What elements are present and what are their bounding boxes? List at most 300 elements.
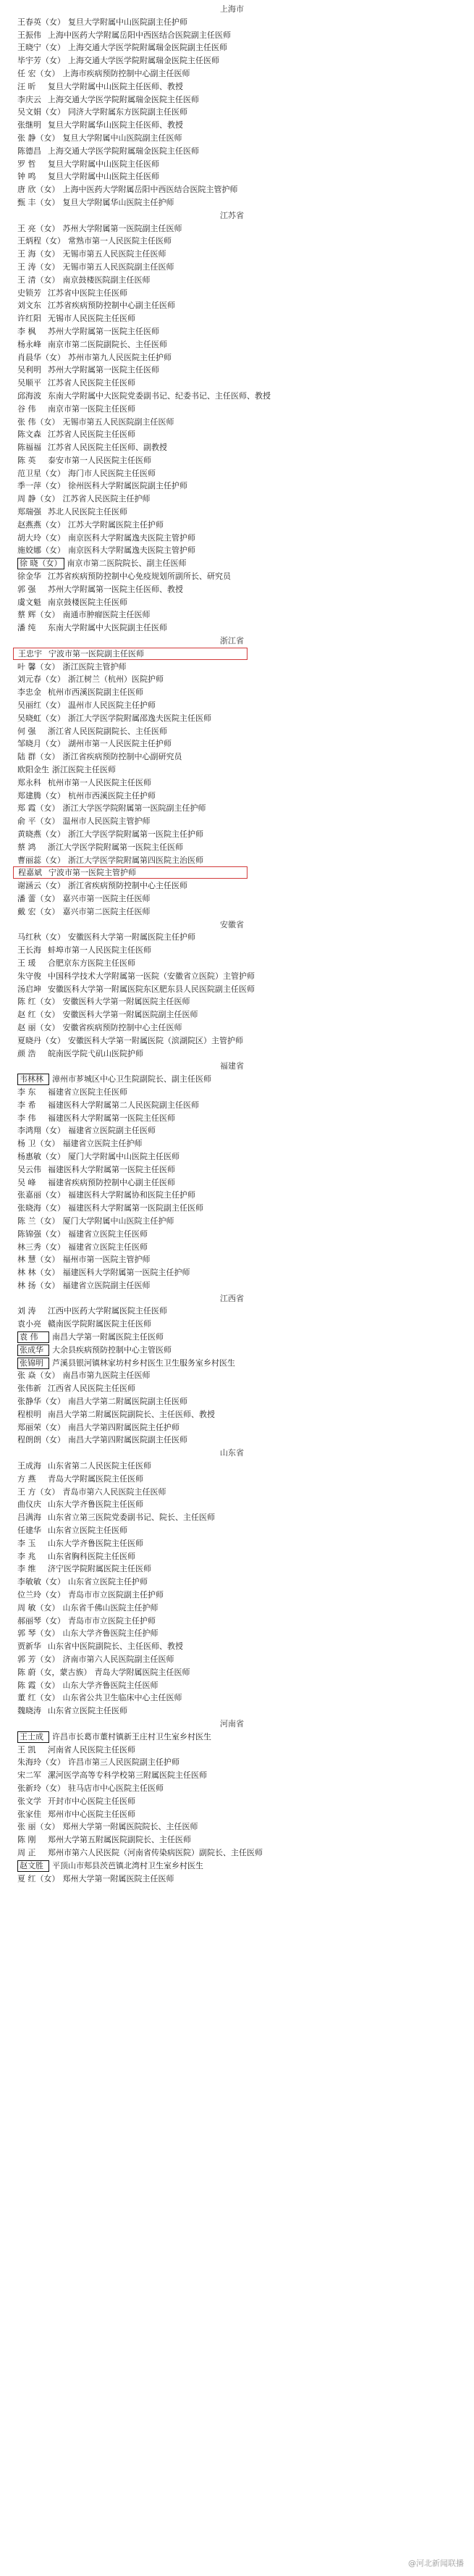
- person-name: 杨惠敏（女）: [17, 1151, 65, 1161]
- list-item: [17, 1369, 474, 1382]
- person-name: 李 玉: [17, 1538, 36, 1548]
- person-affiliation: 上海中医药大学附属岳阳中西医结合医院主管护师: [62, 185, 238, 195]
- person-name: 郑瑞强: [17, 507, 41, 517]
- person-affiliation: 许昌市第三人民医院副主任护师: [68, 1757, 179, 1768]
- person-affiliation: 苏州大学附属第一医院主任医师、教授: [48, 584, 183, 594]
- list-item: [17, 454, 474, 467]
- list-item: [17, 1073, 474, 1086]
- person-affiliation: 温州市人民医院主任护师: [68, 701, 156, 711]
- person-affiliation: 复旦大学附属中山医院副主任护师: [68, 17, 187, 27]
- list-item: [17, 1331, 474, 1344]
- list-item: [17, 737, 474, 750]
- province-heading: 安徽省: [220, 919, 244, 929]
- person-affiliation: 嘉兴市第一医院主任医师: [62, 893, 151, 903]
- person-name: 袁小亮: [17, 1319, 41, 1329]
- person-affiliation: 上海交通大学医学院附属瑞金医院主任医师: [68, 56, 219, 66]
- person-name: 叶 馨（女）: [17, 661, 60, 672]
- person-name: 位兰玲（女）: [17, 1590, 65, 1600]
- person-name: 王 涛（女）: [17, 262, 60, 272]
- person-affiliation: 常熟市第一人民医院主任医师: [68, 236, 172, 246]
- list-item: [17, 467, 474, 480]
- list-item: [17, 1666, 474, 1679]
- person-name: 李 希: [17, 1100, 36, 1110]
- list-item: [17, 145, 474, 158]
- person-name: 方 燕: [17, 1473, 36, 1484]
- person-affiliation: 福建医科大学附属第一医院副主任医师: [68, 1203, 203, 1213]
- person-name: 刘 涛: [17, 1306, 36, 1316]
- person-affiliation: 苏州大学附属第一医院副主任医师: [62, 223, 182, 233]
- person-name: 吴文娟（女）: [17, 107, 65, 117]
- list-item: [17, 1731, 474, 1744]
- person-affiliation: 南京鼓楼医院主任医师: [48, 597, 127, 607]
- list-item: [17, 1408, 474, 1421]
- person-affiliation: 浙江树兰（杭州）医院护师: [68, 674, 164, 685]
- person-affiliation: 湖州市第一人民医院主任护师: [68, 739, 172, 749]
- list-item: [17, 725, 474, 738]
- person-name: 陈 刚: [17, 1835, 36, 1845]
- person-affiliation: 无锡市第五人民医院副主任医师: [62, 262, 174, 272]
- person-name: 张文学: [17, 1796, 41, 1806]
- person-affiliation: 上海交通大学医学院附属瑞金医院主任医师: [48, 146, 199, 156]
- province-heading: 福建省: [220, 1061, 244, 1071]
- person-affiliation: 杭州市第一人民医院主任医师: [48, 777, 151, 787]
- person-name: 徐 晓（女）: [17, 558, 64, 569]
- person-affiliation: 浙江省人民医院副院长、主任医师: [48, 726, 167, 736]
- person-name: 朱守俊: [17, 971, 41, 981]
- person-affiliation: 南昌大学第四附属医院主任护师: [68, 1422, 179, 1432]
- person-name: 张伟新: [17, 1384, 41, 1394]
- list-item: [17, 1150, 474, 1163]
- list-item: [17, 648, 474, 661]
- person-affiliation: 江苏省疾病预防控制中心副主任医师: [48, 301, 175, 311]
- list-item: [17, 67, 474, 80]
- person-name: 张锦明: [17, 1358, 49, 1369]
- person-name: 王长海: [17, 945, 41, 955]
- list-item: [17, 944, 474, 957]
- list-item: [17, 1563, 474, 1576]
- person-affiliation: 同济大学附属东方医院副主任医师: [68, 107, 187, 117]
- list-item: [17, 802, 474, 815]
- person-name: 汤启坤: [17, 984, 41, 994]
- person-affiliation: 山东省公共卫生临床中心主任医师: [62, 1693, 182, 1703]
- person-name: 史锁芳: [17, 288, 41, 298]
- person-name: 李 兆: [17, 1551, 36, 1561]
- person-name: 谷 伟: [17, 403, 36, 414]
- person-name: 潘 纯: [17, 623, 36, 633]
- person-name: 周 静（女）: [17, 494, 60, 504]
- list-item: [17, 1124, 474, 1137]
- person-affiliation: 福建省立医院主任护师: [62, 1139, 143, 1149]
- list-item: [17, 80, 474, 93]
- list-item: [17, 158, 474, 171]
- list-item: [17, 119, 474, 132]
- list-item: [17, 1782, 474, 1795]
- list-item: [17, 287, 474, 300]
- list-item: [17, 957, 474, 970]
- list-item: [17, 364, 474, 377]
- list-item: [17, 1473, 474, 1486]
- person-name: 王炳程（女）: [17, 236, 65, 246]
- person-name: 王 方（女）: [17, 1486, 60, 1497]
- person-name: 李 枫: [17, 326, 36, 336]
- person-affiliation: 许昌市长葛市董村镇新王庄村卫生室乡村医生: [52, 1731, 211, 1741]
- person-name: 吴顺平: [17, 378, 41, 388]
- list-item: [17, 750, 474, 764]
- person-name: 杨永峰: [17, 339, 41, 349]
- person-affiliation: 江西中医药大学附属医院主任医师: [48, 1306, 167, 1316]
- person-name: 任 宏（女）: [17, 68, 60, 78]
- person-affiliation: 福建省立医院主任医师: [48, 1087, 127, 1097]
- person-name: 贾新华: [17, 1642, 41, 1652]
- person-affiliation: 郑州市中心医院主任医师: [48, 1809, 135, 1819]
- person-affiliation: 苏州大学附属第一医院主任医师: [48, 365, 159, 375]
- person-affiliation: 福建医科大学附属第一医院主任医师: [48, 1113, 175, 1123]
- person-name: 张 焱（女）: [17, 1371, 60, 1381]
- list-item: [17, 1008, 474, 1021]
- list-item: [17, 1318, 474, 1331]
- person-affiliation: 苏州市第九人民医院主任护师: [68, 352, 172, 362]
- person-affiliation: 复旦大学附属华山医院主任护师: [62, 197, 174, 207]
- person-name: 李庆云: [17, 94, 41, 104]
- person-name: 谢涵云（女）: [17, 881, 65, 891]
- person-name: 吕满海: [17, 1513, 41, 1523]
- person-name: 林 林（女）: [17, 1268, 60, 1278]
- list-item: [17, 1034, 474, 1047]
- person-name: 张家佳: [17, 1809, 41, 1819]
- person-name: 潘 蕾（女）: [17, 893, 60, 903]
- person-name: 邹晓月（女）: [17, 739, 65, 749]
- person-affiliation: 山东省千佛山医院主任护师: [62, 1602, 158, 1613]
- person-name: 邱海波: [17, 390, 41, 401]
- person-name: 曹丽蕊（女）: [17, 855, 65, 865]
- person-affiliation: 山东大学齐鲁医院主任护师: [62, 1628, 158, 1639]
- list-item: [17, 248, 474, 261]
- person-affiliation: 海门市人民医院主任医师: [68, 468, 156, 478]
- list-item: [17, 995, 474, 1008]
- person-name: 李 伟: [17, 1113, 36, 1123]
- list-item: [17, 1873, 474, 1886]
- person-name: 李 东: [17, 1087, 36, 1097]
- province-heading: 上海市: [220, 4, 244, 14]
- list-item: [17, 1241, 474, 1254]
- list-item: [17, 1691, 474, 1705]
- person-affiliation: 南通市肿瘤医院主任医师: [62, 610, 151, 620]
- list-item: [17, 1112, 474, 1125]
- list-item: [17, 596, 474, 609]
- list-item: [17, 1266, 474, 1279]
- list-item: [17, 1486, 474, 1499]
- person-name: 陈 蔚（女，蒙古族）: [17, 1667, 92, 1677]
- person-name: 罗 哲: [17, 159, 36, 169]
- province-heading: 江苏省: [220, 210, 244, 220]
- person-affiliation: 浙江大学医学院附属邵逸夫医院主任医师: [68, 713, 211, 723]
- person-affiliation: 江苏省人民医院主任医师、副教授: [48, 443, 167, 453]
- person-name: 马红秋（女）: [17, 932, 65, 942]
- person-name: 夏 红（女）: [17, 1873, 60, 1883]
- person-name: 王晓宁（女）: [17, 43, 65, 53]
- person-affiliation: 福建省立医院副主任医师: [62, 1280, 151, 1290]
- person-name: 毕宇芳（女）: [17, 56, 65, 66]
- list-item: [17, 106, 474, 119]
- person-affiliation: 宁波市第一医院副主任医师: [48, 648, 144, 658]
- list-item: [17, 1679, 474, 1692]
- person-name: 陈文森: [17, 430, 41, 440]
- person-name: 张新玲（女）: [17, 1783, 65, 1793]
- list-item: [17, 1421, 474, 1434]
- list-item: [17, 93, 474, 106]
- person-name: 陆 群（女）: [17, 752, 60, 762]
- person-affiliation: 济宁医学院附属医院主任医师: [48, 1564, 151, 1574]
- list-item: [17, 1228, 474, 1241]
- person-name: 朱海玲（女）: [17, 1757, 65, 1768]
- person-affiliation: 福建医科大学附属协和医院主任护师: [68, 1190, 195, 1200]
- person-affiliation: 江西省人民医院主任医师: [48, 1384, 135, 1394]
- list-item: [17, 1537, 474, 1550]
- list-item: [17, 892, 474, 906]
- list-item: [17, 570, 474, 583]
- person-affiliation: 南京医科大学附属逸夫医院主管护师: [68, 545, 195, 556]
- person-name: 吴丽红（女）: [17, 701, 65, 711]
- list-item: [17, 1744, 474, 1757]
- person-name: 甄 丰（女）: [17, 197, 60, 207]
- person-affiliation: 福州市第一医院主管护师: [62, 1255, 151, 1265]
- list-item: [17, 815, 474, 828]
- person-name: 郑 霞（女）: [17, 803, 60, 814]
- person-name: 魏晓涛: [17, 1706, 41, 1716]
- person-name: 程朗朗（女）: [17, 1435, 65, 1445]
- list-item: [17, 622, 474, 635]
- person-name: 林 慧（女）: [17, 1255, 60, 1265]
- list-item: [17, 222, 474, 235]
- list-item: [17, 1808, 474, 1821]
- person-name: 程根明: [17, 1409, 41, 1419]
- person-affiliation: 青岛大学附属医院主任医师: [94, 1667, 190, 1677]
- person-affiliation: 福建省立医院主任医师: [68, 1242, 148, 1252]
- person-name: 张成华: [17, 1345, 49, 1356]
- province-heading: 山东省: [220, 1448, 244, 1458]
- person-name: 王忠宇: [18, 648, 42, 658]
- person-affiliation: 安徽医科大学第一附属医院副主任医师: [62, 1010, 198, 1020]
- list-item: [17, 1202, 474, 1215]
- person-name: 郭 琴（女）: [17, 1628, 60, 1639]
- person-name: 韦林林: [17, 1074, 49, 1085]
- person-affiliation: 复旦大学附属中山医院主任医师: [48, 159, 159, 169]
- person-affiliation: 南京市第二医院院长、副主任医师: [67, 559, 187, 569]
- list-item: [17, 1215, 474, 1228]
- list-item: [17, 196, 474, 209]
- person-affiliation: 合肥京东方医院主任医师: [48, 958, 135, 968]
- person-affiliation: 复旦大学附属华山医院主任医师、教授: [48, 120, 183, 130]
- person-affiliation: 郑州市第六人民医院（河南省传染病医院）副院长、主任医师: [48, 1847, 263, 1857]
- person-affiliation: 江苏省人民医院主任护师: [62, 494, 151, 504]
- list-item: [17, 790, 474, 803]
- list-item: [17, 41, 474, 54]
- person-name: 何 强: [17, 726, 36, 736]
- person-affiliation: 山东大学齐鲁医院主任医师: [62, 1680, 158, 1690]
- person-name: 俞 平（女）: [17, 816, 60, 827]
- person-affiliation: 江苏大学附属医院主任护师: [68, 519, 164, 530]
- person-affiliation: 温州市人民医院主管护师: [62, 816, 151, 827]
- person-affiliation: 山东省胸科医院主任医师: [48, 1551, 135, 1561]
- person-name: 赵文胜: [17, 1860, 49, 1872]
- person-affiliation: 上海交通大学医学院附属瑞金医院主任医师: [48, 94, 199, 104]
- list-item: [17, 428, 474, 441]
- person-affiliation: 南昌市第九医院主任医师: [62, 1371, 151, 1381]
- person-name: 李忠金: [17, 687, 41, 698]
- person-affiliation: 苏北人民医院主任医师: [48, 507, 127, 517]
- person-name: 李鸿翔（女）: [17, 1126, 65, 1136]
- person-affiliation: 复旦大学附属中山医院主任医师: [48, 172, 159, 182]
- person-affiliation: 浙江医院主任医师: [52, 765, 116, 775]
- person-affiliation: 上海市疾病预防控制中心副主任医师: [62, 68, 190, 78]
- list-item: [17, 132, 474, 145]
- person-affiliation: 南昌大学第一附属医院主任医师: [52, 1332, 164, 1342]
- person-affiliation: 上海中医药大学附属岳阳中西医结合医院副主任医师: [48, 30, 231, 40]
- list-item: [17, 1021, 474, 1034]
- person-name: 徐金华: [17, 572, 41, 582]
- person-affiliation: 郑州大学第一附属医院院长、主任医师: [62, 1822, 198, 1832]
- list-item: [17, 1047, 474, 1061]
- person-affiliation: 安徽医科大学第一附属医院主任医师: [62, 997, 190, 1007]
- person-affiliation: 郑州大学第一附属医院主任医师: [62, 1873, 174, 1883]
- person-name: 陈德昌: [17, 146, 41, 156]
- person-affiliation: 青岛市第六人民医院主任医师: [62, 1486, 166, 1497]
- person-affiliation: 泰安市第一人民医院主任医师: [48, 455, 151, 465]
- person-name: 陈 霞（女）: [17, 1680, 60, 1690]
- list-item: [17, 1795, 474, 1808]
- list-item: [17, 1640, 474, 1653]
- list-item: [17, 1653, 474, 1666]
- list-item: [17, 1524, 474, 1537]
- person-affiliation: 开封市中心医院主任医师: [48, 1796, 135, 1806]
- list-item: [17, 1357, 474, 1370]
- person-name: 王振伟: [17, 30, 41, 40]
- list-item: [17, 970, 474, 983]
- watermark: @河北新闻联播: [408, 2559, 464, 2568]
- list-item: [17, 1189, 474, 1202]
- list-item: [17, 16, 474, 29]
- person-affiliation: 南京鼓楼医院副主任医师: [62, 275, 151, 285]
- list-item: [17, 519, 474, 532]
- list-item: [17, 661, 474, 674]
- list-item: [17, 1756, 474, 1769]
- person-name: 王 瑗: [17, 958, 36, 968]
- person-name: 王 海（女）: [17, 249, 60, 259]
- person-affiliation: 厦门大学附属中山医院主任护师: [62, 1216, 174, 1226]
- person-name: 陈福福: [17, 443, 41, 453]
- person-name: 周 敏（女）: [17, 1602, 60, 1613]
- person-affiliation: 青岛市市立医院主任护师: [68, 1615, 156, 1626]
- person-affiliation: 江苏省疾病预防控制中心免疫规划所副所长、研究员: [48, 572, 231, 582]
- person-affiliation: 漯河医学高等专科学校第三附属医院主任医师: [48, 1770, 207, 1781]
- list-item: [17, 1086, 474, 1099]
- person-name: 汪 昕: [17, 81, 36, 91]
- person-affiliation: 嘉兴市第二医院主任医师: [62, 906, 151, 916]
- list-item: [17, 312, 474, 325]
- province-heading: 浙江省: [220, 636, 244, 646]
- list-item: [17, 1615, 474, 1628]
- person-name: 郑丽荣（女）: [17, 1422, 65, 1432]
- person-affiliation: 浙江大学医学院附属第一医院主任护师: [68, 829, 203, 839]
- person-name: 胡大玲（女）: [17, 532, 65, 543]
- person-name: 宋二军: [17, 1770, 41, 1781]
- list-item: [17, 1382, 474, 1395]
- list-item: [17, 854, 474, 867]
- person-affiliation: 东南大学附属中大医院党委副书记、纪委书记、主任医师、教授: [48, 390, 271, 401]
- list-item: [17, 1627, 474, 1640]
- person-affiliation: 赣南医学院附属医院主任医师: [48, 1319, 151, 1329]
- person-name: 张 静（女）: [17, 133, 60, 143]
- person-name: 林三秀（女）: [17, 1242, 65, 1252]
- person-name: 赵 红（女）: [17, 1010, 60, 1020]
- person-name: 虞文魁: [17, 597, 41, 607]
- list-item: [17, 1769, 474, 1782]
- list-item: [17, 1860, 474, 1873]
- person-affiliation: 青岛市市立医院副主任护师: [68, 1590, 164, 1600]
- person-affiliation: 无锡市人民医院主任医师: [48, 314, 135, 324]
- person-affiliation: 南京市第一医院主任医师: [48, 403, 135, 414]
- person-affiliation: 中国科学技术大学附属第一医院（安徽省立医院）主管护师: [48, 971, 255, 981]
- person-name: 王 亮（女）: [17, 223, 60, 233]
- person-name: 张静华（女）: [17, 1397, 65, 1407]
- list-item: [17, 325, 474, 338]
- list-item: [17, 377, 474, 390]
- person-affiliation: 安徽医科大学第一附属医院（滨湖院区）主管护师: [68, 1035, 243, 1045]
- highlight-box: [13, 648, 247, 660]
- list-item: [17, 1460, 474, 1473]
- person-name: 张晓海（女）: [17, 1203, 65, 1213]
- person-name: 吴云伟: [17, 1164, 41, 1174]
- person-name: 黄晓燕（女）: [17, 829, 65, 839]
- person-affiliation: 漳州市芗城区中心卫生院副院长、副主任医师: [52, 1074, 211, 1084]
- person-name: 颜 浩: [17, 1048, 36, 1058]
- list-item: [17, 29, 474, 42]
- list-item: [17, 1602, 474, 1615]
- person-name: 蔡 鸿: [17, 842, 36, 852]
- person-affiliation: 浙江大学医学院附属第一医院主任医师: [48, 842, 183, 852]
- person-name: 肖晨华（女）: [17, 352, 65, 362]
- list-item: [17, 1176, 474, 1189]
- list-item: [17, 1550, 474, 1563]
- person-affiliation: 东南大学附属中大医院副主任医师: [48, 623, 167, 633]
- person-affiliation: 福建省立医院副主任医师: [68, 1126, 156, 1136]
- list-item: [17, 338, 474, 351]
- person-name: 陈 兰（女）: [17, 1216, 60, 1226]
- person-name: 欧阳金生: [17, 765, 49, 775]
- person-affiliation: 浙江省疾病预防控制中心主任医师: [68, 881, 187, 891]
- person-affiliation: 济南市第六人民医院副主任医师: [62, 1655, 174, 1664]
- person-name: 郝丽琴（女）: [17, 1615, 65, 1626]
- person-affiliation: 厦门大学附属中山医院主任医师: [68, 1151, 179, 1161]
- person-name: 郑建腾（女）: [17, 790, 65, 800]
- person-affiliation: 南昌大学第二附属医院副主任医师: [68, 1397, 187, 1407]
- person-affiliation: 山东省第二人民医院主任医师: [48, 1461, 151, 1471]
- list-item: [17, 1589, 474, 1602]
- list-item: [17, 1305, 474, 1318]
- list-item: [17, 274, 474, 287]
- person-affiliation: 江苏省人民医院主任医师: [48, 430, 135, 440]
- highlight-box: [13, 866, 247, 879]
- person-name: 蔡 辉（女）: [17, 610, 60, 620]
- person-name: 唐 欣（女）: [17, 185, 60, 195]
- person-name: 刘元春（女）: [17, 674, 65, 685]
- list-item: [17, 351, 474, 364]
- list-item: [17, 416, 474, 429]
- list-item: [17, 403, 474, 416]
- person-affiliation: 山东省立第三医院党委副书记、院长、主任医师: [48, 1513, 215, 1523]
- person-name: 吴利明: [17, 365, 41, 375]
- list-item: [17, 441, 474, 454]
